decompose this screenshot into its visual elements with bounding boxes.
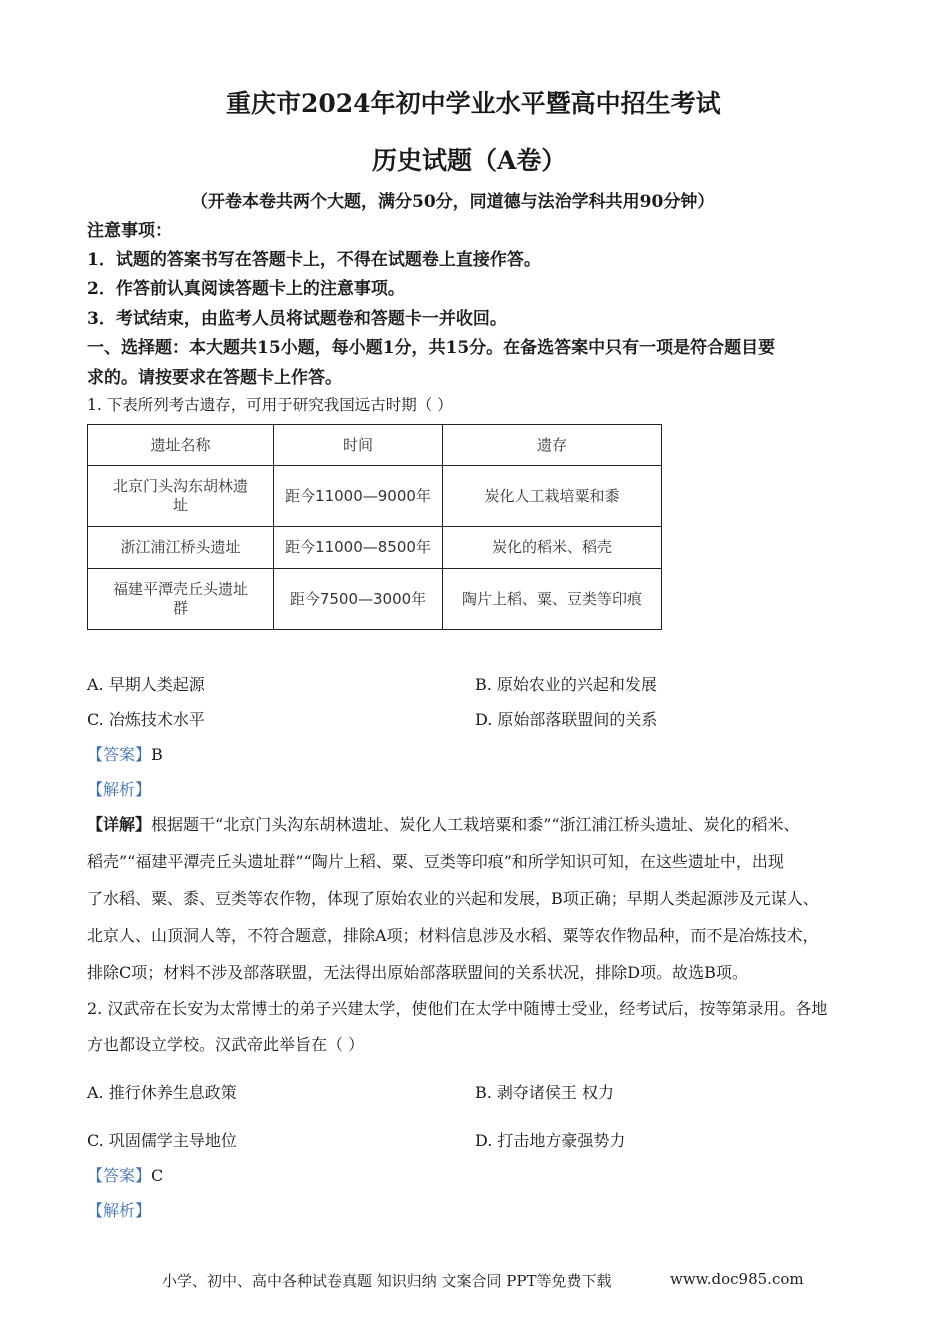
q2-analysis-label: 【解析】 [87, 1201, 152, 1220]
q1-analysis-label: 【解析】 [87, 780, 152, 799]
table-row [88, 569, 662, 630]
notice-heading: 注意事项： [87, 221, 172, 241]
q2-stem-line2: 方也都设立学校。汉武帝此举旨在（ ） [87, 1035, 365, 1054]
q1-answer: 【答案】B [87, 745, 163, 764]
notice-item-2: 2．作答前认真阅读答题卡上的注意事项。 [87, 279, 405, 299]
table-header-row [88, 425, 662, 466]
paper-subtitle: 历史试题（A卷） [372, 146, 567, 175]
q1-detail-line: 稻壳”“福建平潭壳丘头遗址群”“陶片上稻、粟、豆类等印痕”和所学知识可知，在这些遗址中，出现 [87, 852, 784, 871]
q1-option-b: B. 原始农业的兴起和发展 [475, 675, 657, 694]
table-cell-remains: 炭化人工栽培粟和黍 [443, 466, 662, 527]
section-heading-line2: 求的。请按要求在答题卡上作答。 [87, 368, 342, 388]
q2-answer: 【答案】C [87, 1166, 164, 1185]
table-cell-site: 浙江浦江桥头遗址 [88, 527, 274, 569]
table-header-cell: 遗址名称 [88, 425, 274, 466]
table-cell-time: 距今11000—9000年 [274, 466, 443, 527]
q2-option-a: A. 推行休养生息政策 [87, 1083, 237, 1102]
footer-url[interactable]: www.doc985.com [670, 1270, 804, 1288]
table-row [88, 527, 662, 569]
table-cell-remains: 陶片上稻、粟、豆类等印痕 [443, 569, 662, 630]
q1-option-d: D. 原始部落联盟间的关系 [475, 710, 658, 729]
q2-stem-line1: 2. 汉武帝在长安为太常博士的弟子兴建太学，使他们在太学中随博士受业，经考试后，按等第录用。各地 [87, 999, 828, 1018]
table-cell-remains: 炭化的稻米、稻壳 [443, 527, 662, 569]
table-cell-site: 北京门头沟东胡林遗 址 [88, 466, 274, 527]
table-row [88, 466, 662, 527]
q1-stem: 1. 下表所列考古遗存，可用于研究我国远古时期（ ） [87, 396, 453, 414]
q2-option-c: C. 巩固儒学主导地位 [87, 1131, 237, 1150]
q1-detail-line: 北京人、山顶洞人等，不符合题意，排除A项；材料信息涉及水稻、粟等农作物品种，而不是冶炼技术， [87, 926, 819, 945]
notice-item-1: 1．试题的答案书写在答题卡上，不得在试题卷上直接作答。 [87, 250, 541, 270]
q1-detail-line: 了水稻、粟、黍、豆类等农作物，体现了原始农业的兴起和发展，B项正确；早期人类起源涉及元谋人、 [87, 889, 819, 908]
q1-detail-line: 排除C项；材料不涉及部落联盟，无法得出原始部落联盟间的关系状况，排除D项。故选B项。 [87, 963, 748, 982]
footer-text: 小学、初中、高中各种试卷真题 知识归纳 文案合同 PPT等免费下载 [162, 1272, 612, 1290]
q1-table [87, 424, 662, 630]
q2-option-d: D. 打击地方豪强势力 [475, 1131, 626, 1150]
table-cell-site: 福建平潭壳丘头遗址 群 [88, 569, 274, 630]
q1-option-c: C. 冶炼技术水平 [87, 710, 205, 729]
q1-detail-line: 【详解】根据题干“北京门头沟东胡林遗址、炭化人工栽培粟和黍”“浙江浦江桥头遗址、炭化的稻米、 [87, 815, 800, 834]
table-header-cell: 时间 [274, 425, 443, 466]
table-cell-time: 距今11000—8500年 [274, 527, 443, 569]
exam-note: （开卷本卷共两个大题，满分50分，同道德与法治学科共用90分钟） [191, 192, 715, 212]
notice-item-3: 3．考试结束，由监考人员将试题卷和答题卡一并收回。 [87, 309, 507, 329]
table-cell-time: 距今7500—3000年 [274, 569, 443, 630]
section-heading-line1: 一、选择题：本大题共15小题，每小题1分，共15分。在备选答案中只有一项是符合题目要 [87, 338, 776, 358]
page-title: 重庆市2024年初中学业水平暨高中招生考试 [226, 89, 721, 118]
q1-option-a: A. 早期人类起源 [87, 675, 205, 694]
table-header-cell: 遗存 [443, 425, 662, 466]
q2-option-b: B. 剥夺诸侯王 权力 [475, 1083, 615, 1102]
